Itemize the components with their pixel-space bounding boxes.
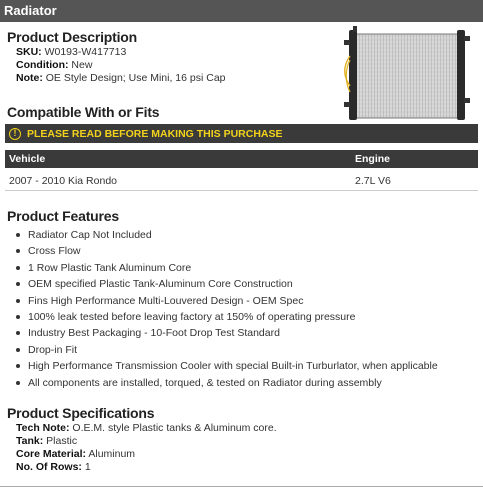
rows-value: 1 [84, 461, 91, 473]
tank-line [16, 435, 77, 448]
condition-label: Condition: [16, 59, 69, 71]
note-line [16, 72, 226, 85]
core-material-value: Aluminum [88, 448, 136, 460]
condition-line [16, 59, 92, 72]
product-description-title: Product Description [7, 29, 137, 45]
page-header-bar [0, 0, 483, 22]
core-material-line [16, 448, 135, 461]
sku-value: W0193-W417713 [44, 46, 127, 58]
condition-value: New [71, 59, 93, 71]
radiator-image [341, 26, 471, 126]
list-item: OEM specified Plastic Tank-Aluminum Core Construction [14, 276, 438, 292]
list-item: Drop-in Fit [14, 342, 438, 358]
purchase-warning-banner [5, 124, 478, 143]
purchase-warning-text: PLEASE READ BEFORE MAKING THIS PURCHASE [27, 127, 283, 140]
vehicle-column-header: Vehicle [9, 153, 46, 165]
exclamation-circle-icon: ! [9, 128, 21, 140]
rows-label: No. Of Rows: [16, 461, 82, 473]
compat-table-header [5, 150, 478, 168]
engine-column-header: Engine [355, 153, 391, 165]
engine-cell: 2.7L V6 [355, 175, 391, 187]
bottom-divider [0, 486, 483, 487]
product-specifications-title: Product Specifications [7, 405, 155, 421]
tank-label: Tank: [16, 435, 44, 447]
list-item: 1 Row Plastic Tank Aluminum Core [14, 260, 438, 276]
sku-line [16, 46, 126, 59]
compatible-title: Compatible With or Fits [7, 104, 160, 120]
rows-line [16, 461, 91, 474]
list-item: Industry Best Packaging - 10-Foot Drop Test Standard [14, 325, 438, 341]
list-item: Radiator Cap Not Included [14, 227, 438, 243]
sku-label: SKU: [16, 46, 42, 58]
page-title: Radiator [4, 3, 57, 18]
tech-note-label: Tech Note: [16, 422, 70, 434]
list-item: Cross Flow [14, 243, 438, 259]
table-row [5, 172, 478, 191]
list-item: 100% leak tested before leaving factory at 150% of operating pressure [14, 309, 438, 325]
tech-note-value: O.E.M. style Plastic tanks & Aluminum core. [72, 422, 277, 434]
tank-value: Plastic [46, 435, 78, 447]
core-material-label: Core Material: [16, 448, 87, 460]
note-value: OE Style Design; Use Mini, 16 psi Cap [45, 72, 226, 84]
note-label: Note: [16, 72, 43, 84]
list-item: Fins High Performance Multi-Louvered Design - OEM Spec [14, 293, 438, 309]
list-item: High Performance Transmission Cooler with special Built-in Turburlator, when applicable [14, 358, 438, 374]
tech-note-line [16, 422, 277, 435]
product-features-title: Product Features [7, 208, 119, 224]
features-list [14, 227, 438, 391]
vehicle-cell: 2007 - 2010 Kia Rondo [9, 175, 117, 187]
list-item: All components are installed, torqued, & tested on Radiator during assembly [14, 375, 438, 391]
